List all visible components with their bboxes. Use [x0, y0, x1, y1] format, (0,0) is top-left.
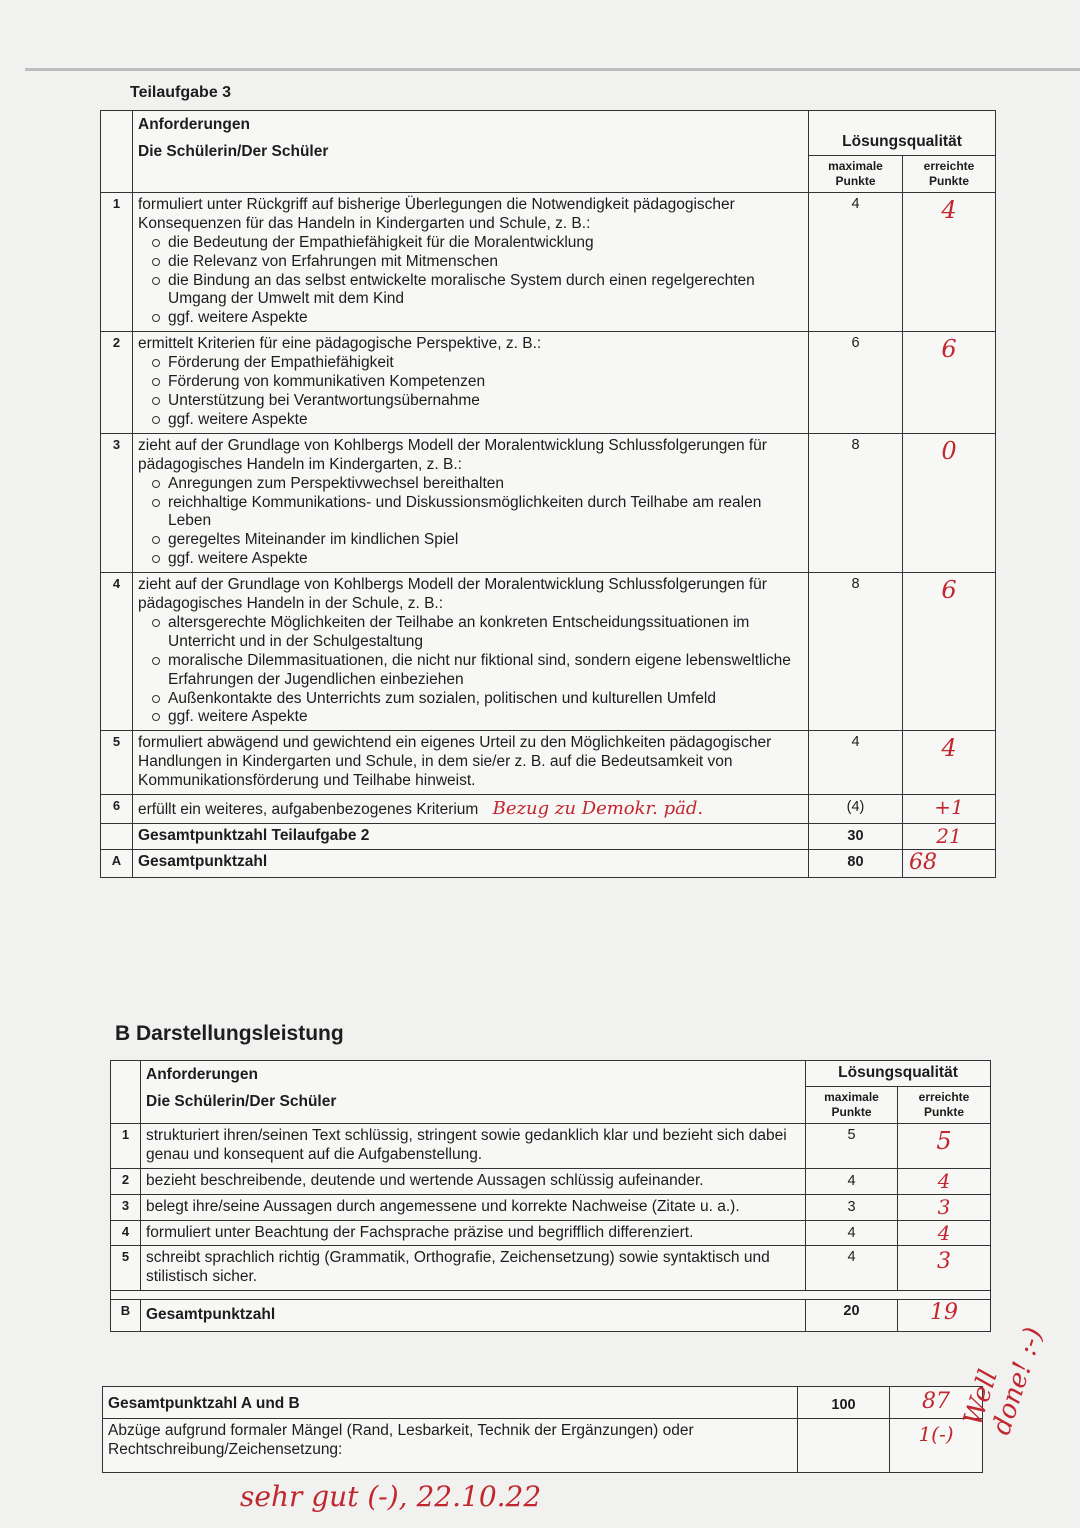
spacer-row: [111, 1291, 991, 1300]
max-points: 6: [809, 332, 903, 434]
bullet-item: ggf. weitere Aspekte: [152, 550, 803, 569]
header-erreichte-punkte: erreichte Punkte: [903, 155, 996, 192]
criterion-row: [111, 1220, 991, 1246]
criterion-row: [101, 192, 996, 331]
section-title: Teilaufgabe 3: [130, 84, 232, 101]
criterion-text: formuliert abwägend und gewichtend ein eigenes Urteil zu den Möglichkeiten pädagogischer Handlungen in Kindergarten und Schule, in dem sie/er z. B. auf die Bedeutsamkeit von Kommunikationsförderung und Teilhabe hinweist.: [133, 731, 809, 795]
bullet-item: die Bindung an das selbst entwickelte moralische System durch einen regelgerechten Umgang der Umwelt mit dem Kind: [152, 272, 803, 310]
final-total-achieved: 87: [890, 1387, 983, 1419]
criterion-row: [111, 1246, 991, 1291]
achieved-points: 3: [898, 1246, 991, 1291]
criterion-number: 1: [111, 1123, 141, 1168]
bullet-item: Unterstützung bei Verantwortungsübernahme: [152, 392, 803, 411]
grand-total-letter: A: [101, 849, 133, 877]
criterion-text: formuliert unter Rückgriff auf bisherige Überlegungen die Notwendigkeit pädagogischer Konsequenzen für das Handeln in Kindergarten und Schule, z. B.:: [138, 195, 735, 232]
criterion-text: zieht auf der Grundlage von Kohlbergs Modell der Moralentwicklung Schlussfolgerungen für pädagogisches Handeln in der Schule, z. B.:: [138, 576, 767, 613]
criterion-number: 5: [101, 731, 133, 795]
max-points: (4): [809, 795, 903, 824]
total-num-cell: [101, 824, 133, 850]
header-anforderungen: Anforderungen: [146, 1066, 258, 1083]
criterion-row: [111, 1123, 991, 1168]
total-max-points: 30: [809, 824, 903, 850]
header-row: [111, 1061, 991, 1087]
max-points: 8: [809, 573, 903, 731]
criterion-row: [101, 433, 996, 572]
criterion-number: 6: [101, 795, 133, 824]
criterion-text: schreibt sprachlich richtig (Grammatik, Orthografie, Zeichensetzung) sowie syntaktisch und stilistisch sicher.: [141, 1246, 806, 1291]
criterion-row: [111, 1168, 991, 1194]
criterion-text-cell: [133, 433, 809, 572]
achieved-points: 6: [903, 573, 996, 731]
criterion-text: strukturiert ihren/seinen Text schlüssig, stringent sowie gedanklich klar und bezieht sich dabei genau und konsequent auf die Aufgabenstellung.: [141, 1123, 806, 1168]
grand-total-max: 20: [806, 1300, 898, 1332]
grand-total-label: Gesamtpunktzahl: [141, 1300, 806, 1332]
final-total-row: [103, 1387, 983, 1419]
bullet-item: ggf. weitere Aspekte: [152, 309, 803, 328]
criterion-number: 2: [101, 332, 133, 434]
achieved-points: 6: [903, 332, 996, 434]
rubric-table-darstellungsleistung: [110, 1060, 991, 1332]
criterion-bullets: [138, 475, 803, 570]
achieved-points: 0: [903, 433, 996, 572]
criterion-row: [101, 573, 996, 731]
criterion-number: 2: [111, 1168, 141, 1194]
criterion-bullets: [138, 234, 803, 329]
header-loesungsqualitaet: Lösungsqualität: [809, 111, 996, 156]
deduction-achieved: 1(-): [890, 1418, 983, 1472]
max-points: 4: [809, 731, 903, 795]
criterion-text-cell: [133, 795, 809, 824]
achieved-points: 4: [903, 731, 996, 795]
header-loesungsqualitaet: Lösungsqualität: [806, 1061, 991, 1087]
achieved-points: 4: [898, 1168, 991, 1194]
max-points: 4: [809, 192, 903, 331]
criterion-text-cell: [133, 332, 809, 434]
teacher-note: Bezug zu Demokr. päd.: [492, 798, 704, 820]
final-total-label: Gesamtpunktzahl A und B: [103, 1387, 798, 1419]
bullet-item: altersgerechte Möglichkeiten der Teilhabe an konkreten Entscheidungssituationen im Unterricht und in der Schulgestaltung: [152, 614, 803, 652]
bullet-item: Anregungen zum Perspektivwechsel bereithalten: [152, 475, 803, 494]
bullet-item: moralische Dilemmasituationen, die nicht nur fiktional sind, sondern eigene lebensweltliche Erfahrungen der Jugendlichen einbeziehen: [152, 652, 803, 690]
bullet-item: ggf. weitere Aspekte: [152, 411, 803, 430]
grand-total-letter: B: [111, 1300, 141, 1332]
grand-total-label: Gesamtpunktzahl: [133, 849, 809, 877]
criterion-text: belegt ihre/seine Aussagen durch angemessene und korrekte Nachweise (Zitate u. a.).: [141, 1194, 806, 1220]
max-points: 8: [809, 433, 903, 572]
header-num-cell: [111, 1061, 141, 1124]
bullet-item: die Relevanz von Erfahrungen mit Mitmenschen: [152, 253, 803, 272]
criterion-text: ermittelt Kriterien für eine pädagogische Perspektive, z. B.:: [138, 335, 542, 353]
criterion-number: 4: [101, 573, 133, 731]
max-points: 4: [806, 1246, 898, 1291]
final-total-max: 100: [798, 1387, 890, 1419]
header-anforderungen: Anforderungen: [138, 116, 250, 133]
criterion-number: 4: [111, 1220, 141, 1246]
header-requirements: [141, 1061, 806, 1124]
max-points: 3: [806, 1194, 898, 1220]
grand-total-max: 80: [809, 849, 903, 877]
criterion-number: 3: [111, 1194, 141, 1220]
criterion-number: 3: [101, 433, 133, 572]
grand-total-a-row: [101, 849, 996, 877]
bullet-item: geregeltes Miteinander im kindlichen Spiel: [152, 531, 803, 550]
teacher-side-note: Well done! :-): [958, 1323, 1050, 1439]
rubric-table-teilaufgabe-3: [100, 110, 996, 878]
criterion-row-extra: [101, 795, 996, 824]
criterion-text-cell: [133, 573, 809, 731]
header-requirements: [133, 111, 809, 193]
criterion-row: [101, 731, 996, 795]
deduction-row: [103, 1418, 983, 1472]
bullet-item: reichhaltige Kommunikations- und Diskussionsmöglichkeiten durch Teilhabe am realen Leben: [152, 494, 803, 532]
bullet-item: Förderung der Empathiefähigkeit: [152, 354, 803, 373]
achieved-points: 3: [898, 1194, 991, 1220]
final-totals-table: [102, 1386, 983, 1473]
paper-edge: [25, 68, 1080, 71]
header-schueler: Die Schülerin/Der Schüler: [138, 142, 329, 160]
header-max-punkte: maximale Punkte: [806, 1086, 898, 1123]
total-label: Gesamtpunktzahl Teilaufgabe 2: [133, 824, 809, 850]
deduction-label: Abzüge aufgrund formaler Mängel (Rand, Lesbarkeit, Technik der Ergänzungen) oder Rechtschreibung/Zeichensetzung:: [103, 1418, 798, 1472]
bullet-item: Außenkontakte des Unterrichts zum sozialen, politischen und kulturellen Umfeld: [152, 690, 803, 709]
max-points: 4: [806, 1220, 898, 1246]
criterion-text: bezieht beschreibende, deutende und wertende Aussagen schlüssig aufeinander.: [141, 1168, 806, 1194]
criterion-number: 5: [111, 1246, 141, 1291]
criterion-text-cell: [133, 192, 809, 331]
header-row: [101, 111, 996, 156]
total-row: [101, 824, 996, 850]
achieved-points: 4: [903, 192, 996, 331]
achieved-points: 5: [898, 1123, 991, 1168]
max-points: 4: [806, 1168, 898, 1194]
grand-total-achieved: 68: [903, 849, 996, 877]
criterion-row: [101, 332, 996, 434]
achieved-points: 4: [898, 1220, 991, 1246]
criterion-number: 1: [101, 192, 133, 331]
header-schueler: Die Schülerin/Der Schüler: [146, 1092, 337, 1110]
criterion-row: [111, 1194, 991, 1220]
criterion-bullets: [138, 614, 803, 727]
bullet-item: die Bedeutung der Empathiefähigkeit für die Moralentwicklung: [152, 234, 803, 253]
header-erreichte-punkte: erreichte Punkte: [898, 1086, 991, 1123]
criterion-text: zieht auf der Grundlage von Kohlbergs Modell der Moralentwicklung Schlussfolgerungen für pädagogisches Handeln im Kindergarten, z. B.:: [138, 436, 767, 473]
criterion-text: erfüllt ein weiteres, aufgabenbezogenes Kriterium: [138, 801, 479, 819]
grand-total-achieved: 19: [898, 1300, 991, 1332]
max-points: 5: [806, 1123, 898, 1168]
bullet-item: Förderung von kommunikativen Kompetenzen: [152, 373, 803, 392]
criterion-text: formuliert unter Beachtung der Fachsprache präzise und begrifflich differenziert.: [141, 1220, 806, 1246]
deduction-max-cell: [798, 1418, 890, 1472]
teacher-comment: sehr gut (-), 22.10.22: [240, 1480, 542, 1513]
bullet-item: ggf. weitere Aspekte: [152, 708, 803, 727]
header-max-punkte: maximale Punkte: [809, 155, 903, 192]
criterion-bullets: [138, 354, 803, 430]
achieved-points: +1: [903, 795, 996, 824]
section-b-title: B Darstellungsleistung: [115, 1022, 344, 1045]
header-num-cell: [101, 111, 133, 193]
grand-total-b-row: [111, 1300, 991, 1332]
total-achieved-points: 21: [903, 824, 996, 850]
